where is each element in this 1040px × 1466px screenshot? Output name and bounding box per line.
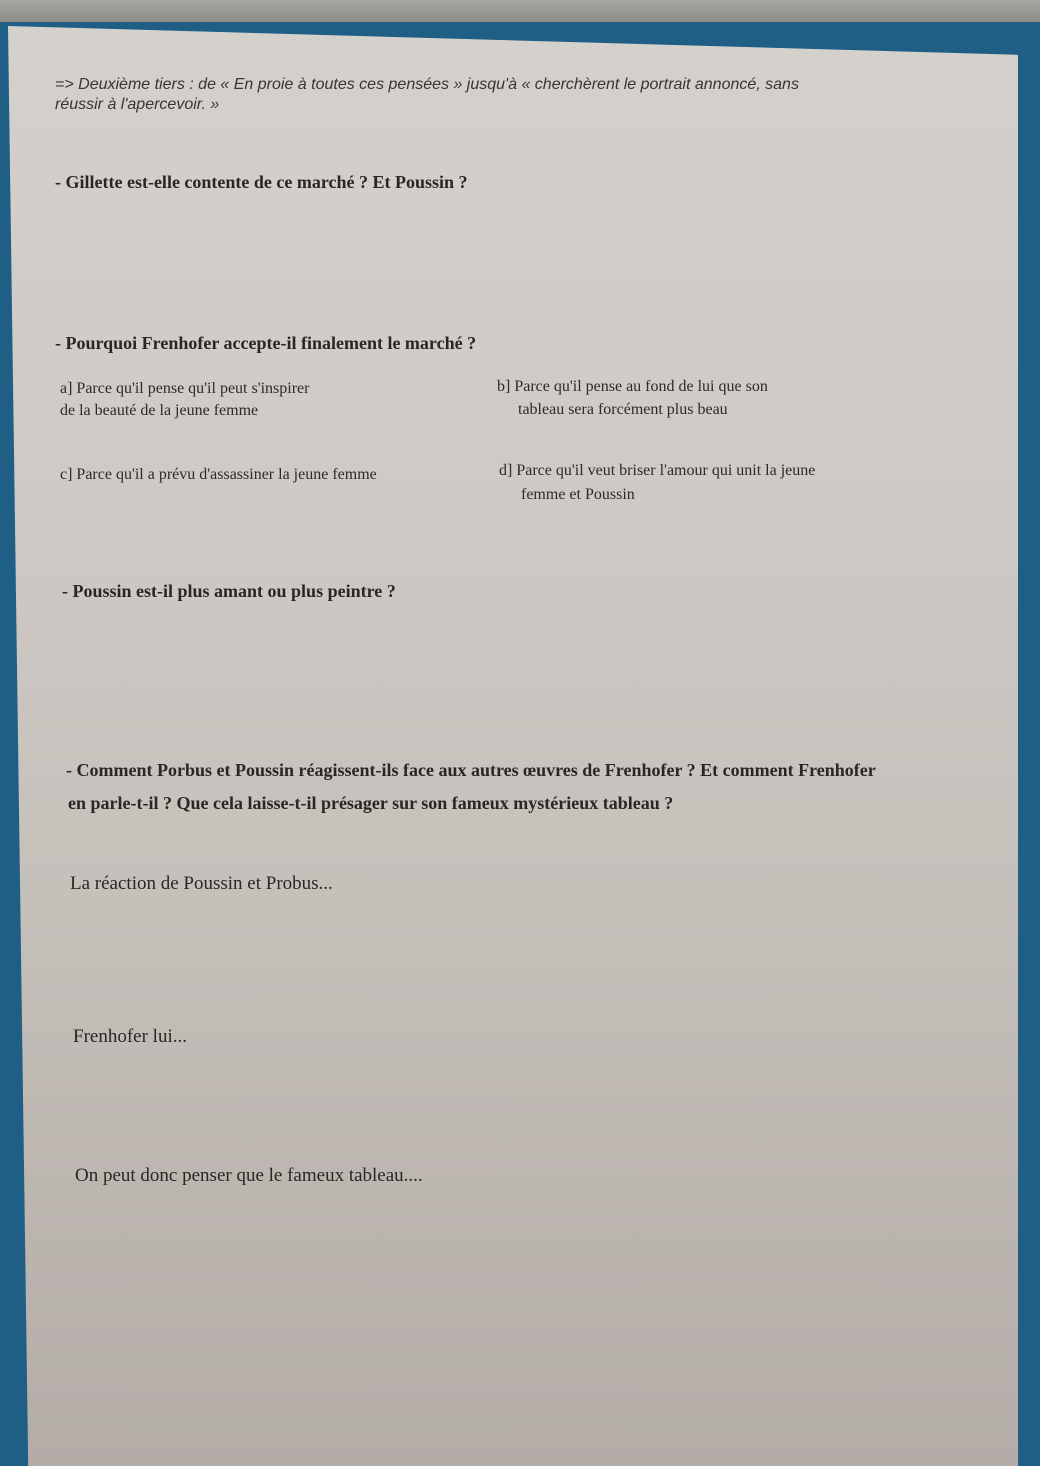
background-strip <box>0 0 1040 22</box>
question-2: - Pourquoi Frenhofer accepte-il finalement le marché ? <box>55 333 477 353</box>
option-d: d] Parce qu'il veut briser l'amour qui unit la jeune <box>499 462 816 479</box>
option-a: a] Parce qu'il pense qu'il peut s'inspirer <box>60 380 310 397</box>
answer-prompt-2: Frenhofer lui... <box>73 1026 187 1047</box>
option-c: c] Parce qu'il a prévu d'assassiner la jeune femme <box>60 466 377 483</box>
worksheet-paper <box>8 26 1018 1466</box>
option-b: b] Parce qu'il pense au fond de lui que son <box>497 378 768 395</box>
option-a-cont: de la beauté de la jeune femme <box>60 402 259 419</box>
answer-prompt-3: On peut donc penser que le fameux tableau.... <box>75 1165 423 1186</box>
answer-prompt-1: La réaction de Poussin et Probus... <box>70 873 333 894</box>
section-header-cont: réussir à l'apercevoir. » <box>55 96 220 113</box>
section-header: => Deuxième tiers : de « En proie à toutes ces pensées » jusqu'à « cherchèrent le portrait annoncé, sans <box>55 76 799 93</box>
question-3: - Poussin est-il plus amant ou plus peintre ? <box>62 581 396 601</box>
option-d-cont: femme et Poussin <box>521 486 635 503</box>
option-b-cont: tableau sera forcément plus beau <box>518 401 728 418</box>
question-1: - Gillette est-elle contente de ce marché ? Et Poussin ? <box>55 172 468 192</box>
question-4-cont: en parle-t-il ? Que cela laisse-t-il présager sur son fameux mystérieux tableau ? <box>68 793 674 813</box>
question-4: - Comment Porbus et Poussin réagissent-ils face aux autres œuvres de Frenhofer ? Et comment Frenhofer <box>66 760 876 780</box>
